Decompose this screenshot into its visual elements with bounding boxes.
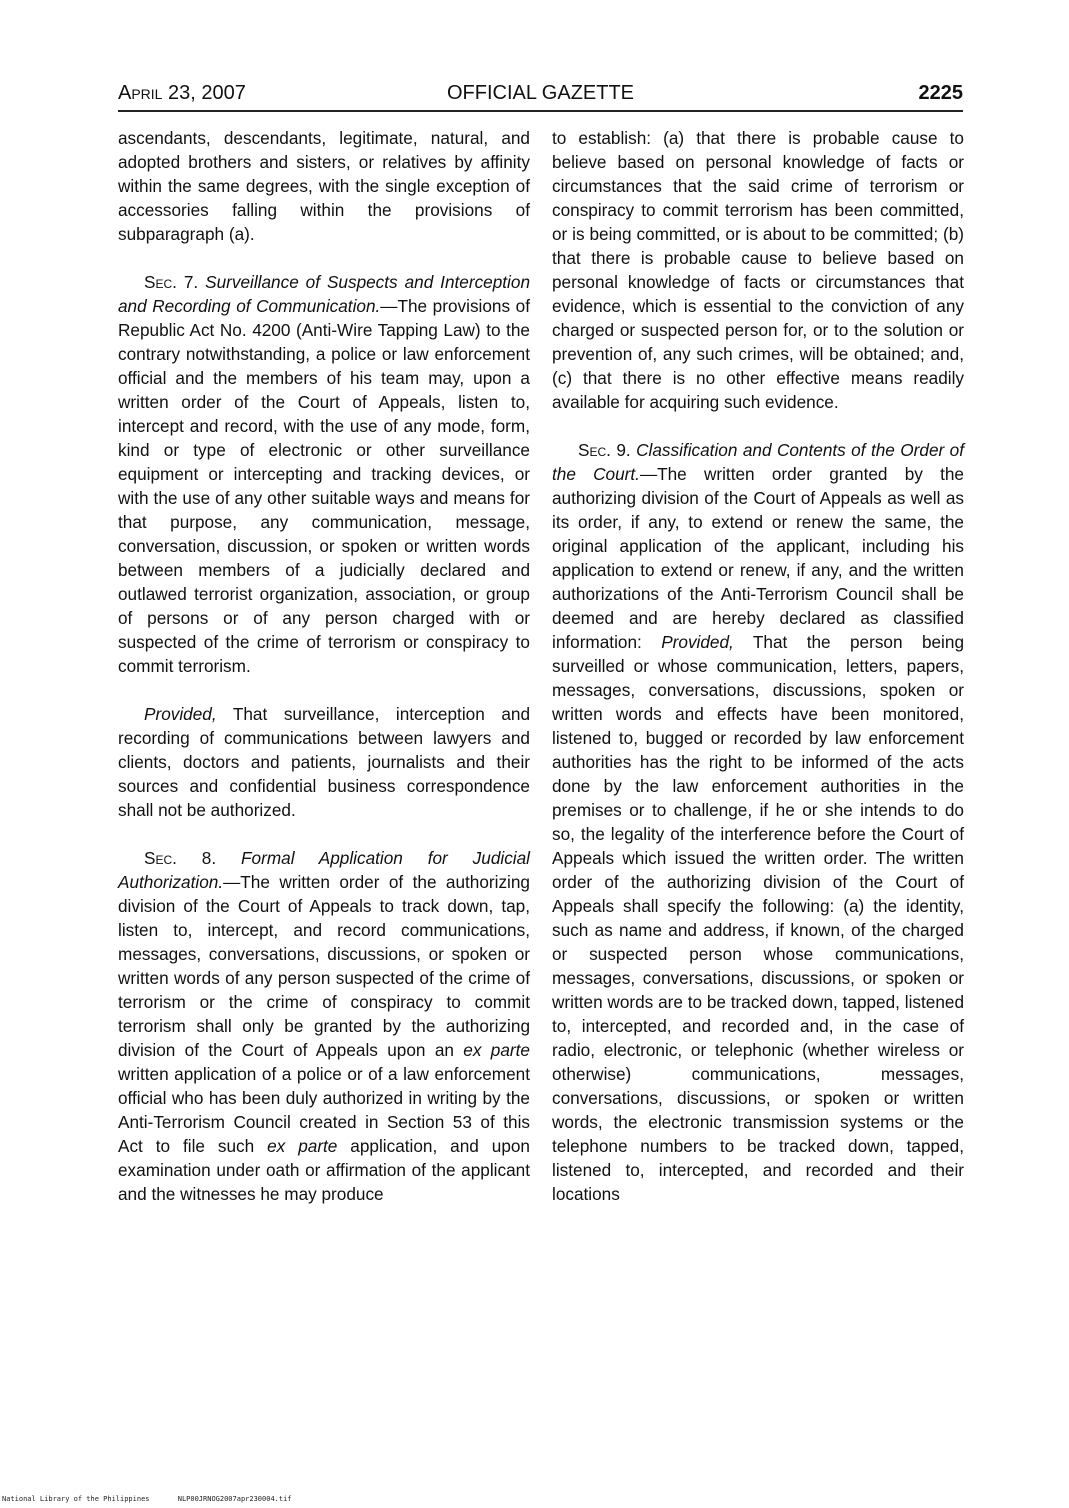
section-9-title: Classification and Contents of the Order of the Court. (552, 440, 964, 484)
section-9 (552, 438, 964, 1206)
continued-paragraph: ascendants, descendants, legitimate, natural, and adopted brothers and sisters, or relatives by affinity within the same degrees, with the single exception of accessories falling within the provisions of subparagraph (a). (118, 128, 530, 244)
section-9-body-2: That the person being surveilled or whose communication, letters, papers, messages, conversations, discussions, spoken or written words and effects have been monitored, listened to, bugged or recorded by law enforcement authorities has the right to be informed of the acts done by the law enforcement authorities in the premises or to challenge, if he or she intends to do so, the legality of the interference before the Court of Appeals which issued the written order. The written order of the authorizing division of the Court of Appeals shall specify the following: (a) the identity, such as name and address, if known, of the charged or suspected person whose communications, messages, conversations, discussions, or spoken or written words are to be tracked down, tapped, listened to, intercepted, and recorded and, in the case of radio, electronic, or telephonic (whether wireless or otherwise) communications, messages, conversations, discussions, or spoken or written words, the electronic transmission systems or the telephone numbers to be tracked down, tapped, listened to, intercepted, and recorded and their locations (552, 632, 964, 1204)
scan-footer (2, 1495, 316, 1503)
section-8-label: Sec. 8. (144, 848, 217, 868)
page-number: 2225 (918, 82, 963, 104)
section-8-title: Formal Application for Judicial Authorization. (118, 848, 530, 892)
section-7-body: —The provisions of Republic Act No. 4200 (Anti-Wire Tapping Law) to the contrary notwithstanding, a police or law enforcement official and the members of his team may, upon a written order of the Court of Appeals, listen to, intercept and record, with the use of any mode, form, kind or type of electronic or other surveillance equipment or intercepting and tracking devices, or with the use of any other suitable ways and means for that purpose, any communication, message, conversation, discussion, or spoken or written words between members of a judicially declared and outlawed terrorist organization, association, or group of persons or of any person charged with or suspected of the crime of terrorism or conspiracy to commit terrorism. (118, 296, 530, 676)
section-7-label: Sec. 7. (144, 272, 199, 292)
section-8-body-2: written application of a police or of a law enforcement official who has been duly authorized in writing by the Anti-Terrorism Council created in Section 53 of this Act to file such (118, 1064, 530, 1156)
section-8-body-3: application, and upon examination under oath or affirmation of the applicant and the witnesses he may produce (118, 1136, 530, 1204)
library-credit: National Library of the Philippines (2, 1495, 150, 1503)
ex-parte-term: ex parte (267, 1136, 338, 1156)
ex-parte-term: ex parte (463, 1040, 530, 1060)
section-8-body-1: —The written order of the authorizing division of the Court of Appeals to track down, tap, listen to, intercept, and record communications, messages, conversations, discussions, or spoken or written words of any person suspected of the crime of terrorism or the crime of conspiracy to commit terrorism shall only be granted by the authorizing division of the Court of Appeals upon an (118, 872, 530, 1060)
section-9-body-1: —The written order granted by the authorizing division of the Court of Appeals as well as its order, if any, to extend or renew the same, the original application of the applicant, including his application to extend or renew, if any, and the written authorizations of the Anti-Terrorism Council shall be deemed and are hereby declared as classified information: (552, 464, 964, 652)
issue-date: April 23, 2007 (118, 82, 246, 104)
proviso-body: That surveillance, interception and recording of communications between lawyers and clients, doctors and patients, journalists and their sources and confidential business correspondence shall not be authorized. (118, 704, 530, 820)
continued-paragraph: to establish: (a) that there is probable cause to believe based on personal knowledge of facts or circumstances that the said crime of terrorism or conspiracy to commit terrorism has been committed, or is being committed, or is about to be committed; (b) that there is probable cause to believe based on personal knowledge of facts or circumstances that evidence, which is essential to the conviction of any charged or suspected person for, or to the solution or prevention of, any such crimes, will be obtained; and, (c) that there is no other effective means readily available for acquiring such evidence. (552, 128, 964, 412)
page-header (118, 82, 963, 108)
proviso-word: Provided, (144, 704, 217, 724)
header-rule (118, 110, 963, 112)
publication-title: OFFICIAL GAZETTE (446, 82, 635, 104)
left-column (118, 126, 530, 1230)
section-7-title: Surveillance of Suspects and Interception and Recording of Communication. (118, 272, 530, 316)
right-column (552, 126, 964, 1230)
section-9-label: Sec. 9. (578, 440, 631, 460)
provided-word: Provided, (661, 632, 734, 652)
scan-filename: NLP00JRNOG2007apr230004.tif (177, 1495, 292, 1503)
section-8 (118, 846, 530, 1206)
section-7-proviso (118, 702, 530, 822)
section-7 (118, 270, 530, 678)
